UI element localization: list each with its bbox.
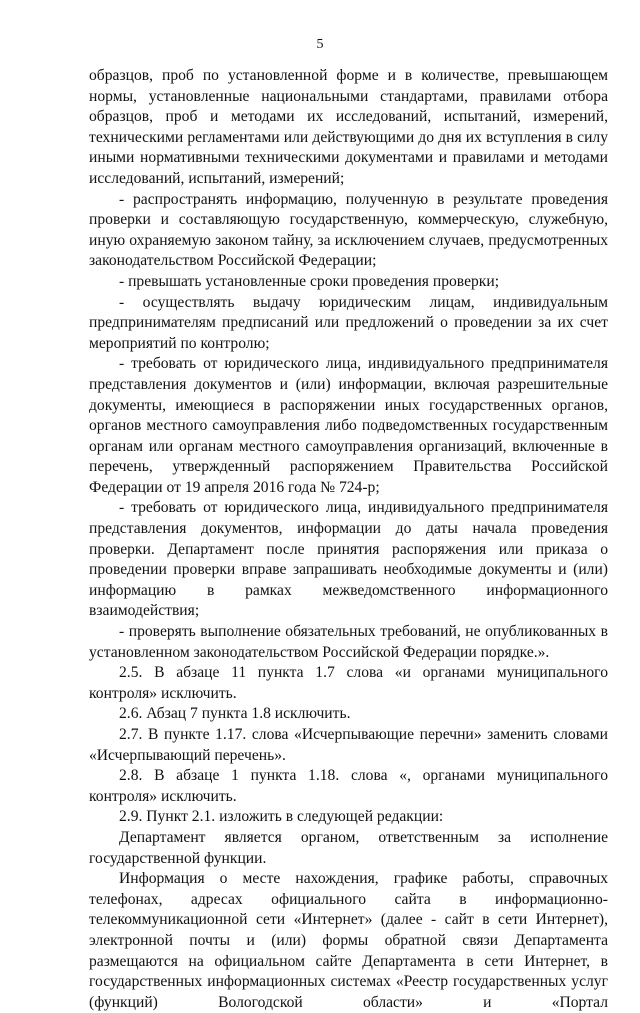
paragraph-contact-information: Информация о месте нахождения, графике работы, справочных телефонах, адресах официального сайта в информационно-телекоммуникационной сети «Интернет» (далее - сайт в сети Интернет), электронной почты и (или) формы обратной связи Департамента размещаются на официальном сайте Департамента в сети Интернет, в государственных информационных системах «Реестр государственных услуг (функций) Вологодской области» и «Портал [89,870,608,1011]
paragraph-item-2-7: 2.7. В пункте 1.17. слова «Исчерпывающие перечни» заменить словами «Исчерпывающий перечень». [89,726,608,764]
page-number: 5 [316,37,324,52]
paragraph-department-responsible: Департамент является органом, ответственным за исполнение государственной функции. [89,828,608,867]
paragraph-require-documents: - требовать от юридического лица, индивидуального предпринимателя представления документов и (или) информации, включая разрешительные документы, имеющиеся в распоряжении иных государственных органов, органов местного самоуправления либо подведомственных государственным органам или органам местного самоуправления организаций, включенные в перечень, утвержденный распоряжением Правительства Российской Федерации от 19 апреля 2016 года № 724-р; [89,355,608,496]
paragraph-item-2-9: 2.9. Пункт 2.1. изложить в следующей редакции: [119,808,444,826]
document-body [89,66,608,1013]
paragraph-item-2-6: 2.6. Абзац 7 пункта 1.8 исключить. [119,705,351,723]
paragraph-unpublished-requirements: - проверять выполнение обязательных требований, не опубликованных в установленном законодательством Российской Федерации порядке.». [89,623,608,661]
paragraph-issue-orders: - осуществлять выдачу юридическим лицам, индивидуальным предпринимателям предписаний или предложений о проведении за их счет мероприятий по контролю; [89,293,608,352]
paragraph-samples-continuation: образцов, проб по установленной форме и в количестве, превышающем нормы, установленные национальными стандартами, правилами отбора образцов, проб и методами их исследований, испытаний, измерений, техническими регламентами или действующими до дня их вступления в силу иными нормативными техническими документами и правилами и методами исследований, испытаний, измерений; [89,67,608,187]
paragraph-require-before-start: - требовать от юридического лица, индивидуального предпринимателя представления документов, информации до даты начала проведения проверки. Департамент после принятия распоряжения или приказа о проведении проверки вправе запрашивать необходимые документы и (или) информацию в рамках межведомственного информационного взаимодействия; [89,499,608,620]
paragraph-item-2-5: 2.5. В абзаце 11 пункта 1.7 слова «и органами муниципального контроля» исключить. [89,664,608,702]
paragraph-item-2-8: 2.8. В абзаце 1 пункта 1.18. слова «, органами муниципального контроля» исключить. [89,767,608,805]
paragraph-exceed-deadlines: - превышать установленные сроки проведения проверки; [119,272,500,290]
paragraph-disclose-secrets: - распространять информацию, полученную в результате проведения проверки и составляющую государственную, коммерческую, служебную, иную охраняемую законом тайну, за исключением случаев, предусмотренных законодательством Российской Федерации; [89,190,608,270]
